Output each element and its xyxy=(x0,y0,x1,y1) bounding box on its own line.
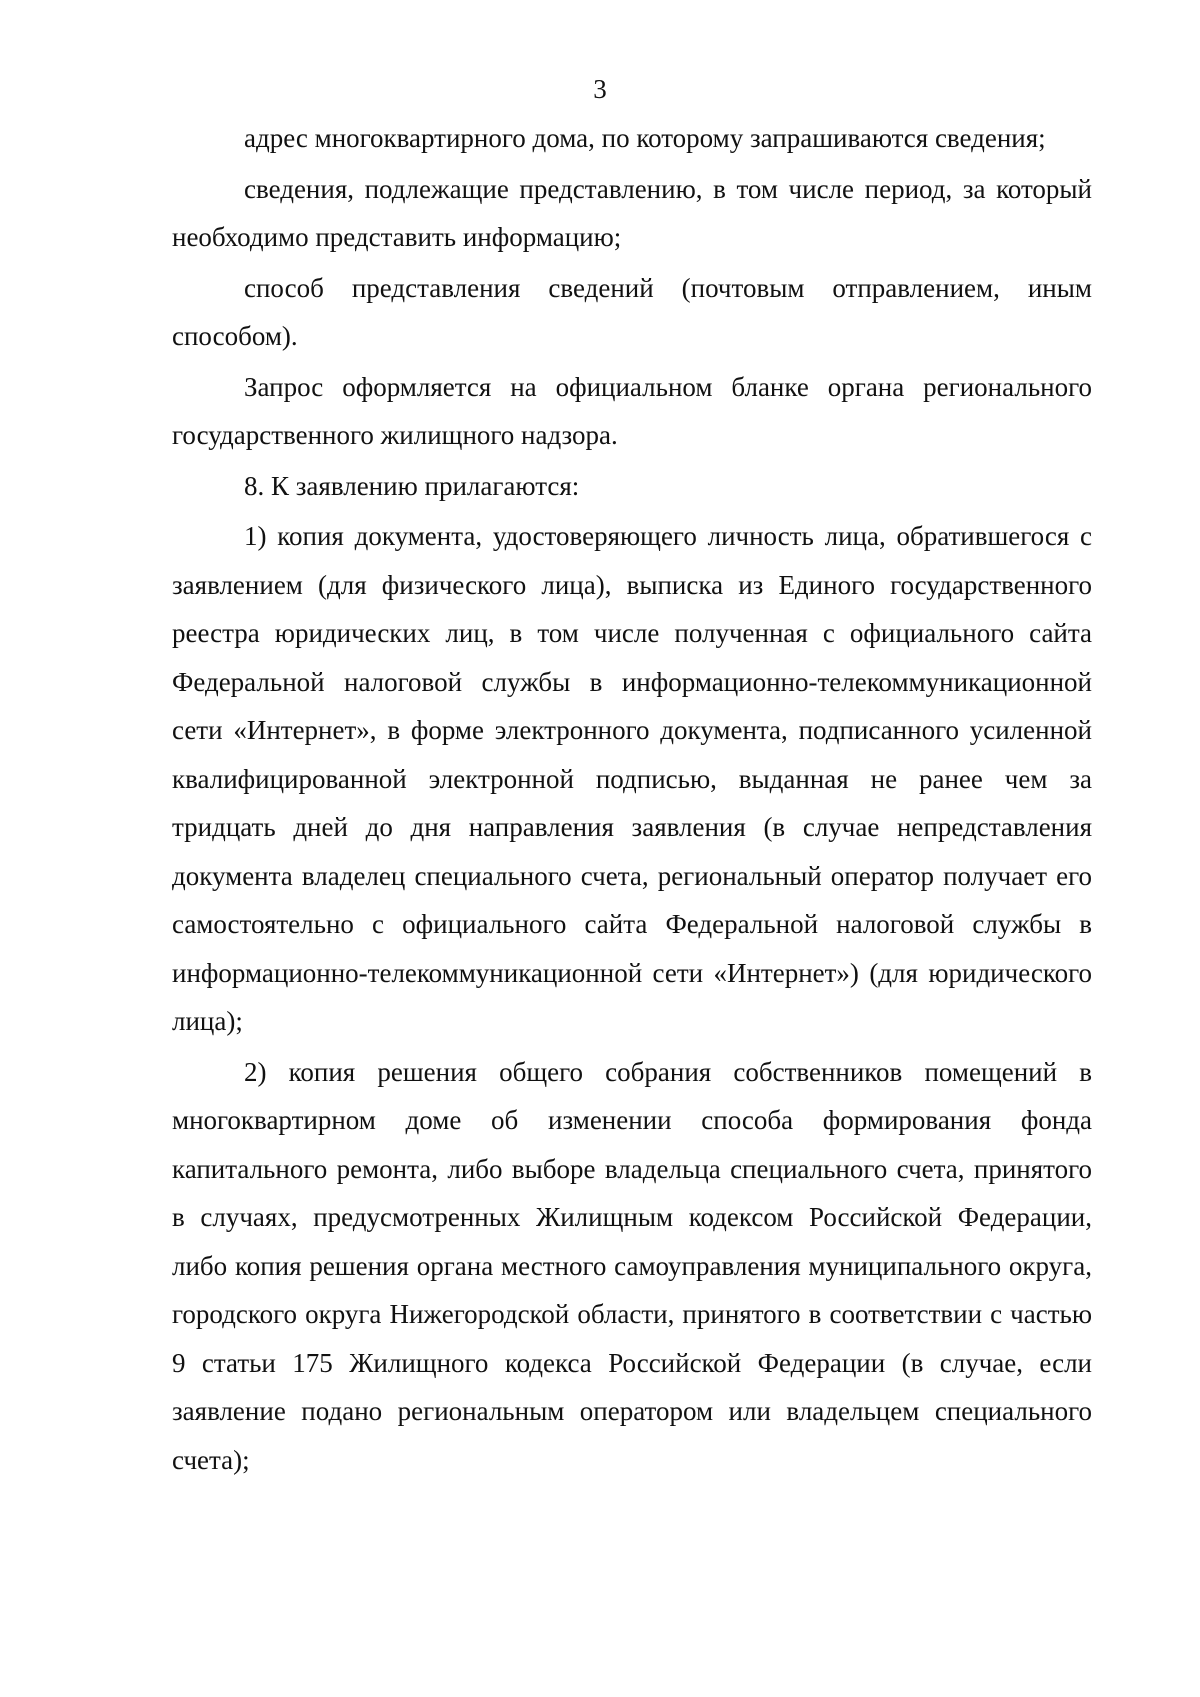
paragraph-request-form: Запрос оформляется на официальном бланке органа регионального государственного жилищного надзора. xyxy=(172,371,1092,450)
paragraph-attachments-heading: 8. К заявлению прилагаются: xyxy=(244,470,580,501)
paragraph-attachment-2: 2) копия решения общего собрания собственников помещений в многоквартирном доме об изменении способа формирования фонда капитального ремонта, либо выборе владельца специального счета, принятого в случаях, предусмотренных Жилищным кодексом Российской Федерации, либо копия решения органа местного самоуправления муниципального округа, городского округа Нижегородской области, принятого в соответствии с частью 9 статьи 175 Жилищного кодекса Российской Федерации (в случае, если заявление подано региональным оператором или владельцем специального счета); xyxy=(172,1056,1092,1475)
paragraph-information: сведения, подлежащие представлению, в том числе период, за который необходимо представить информацию; xyxy=(172,173,1092,252)
page-number: 3 xyxy=(593,74,607,104)
document-body xyxy=(172,114,1092,1486)
paragraph-attachment-1: 1) копия документа, удостоверяющего личность лица, обратившегося с заявлением (для физического лица), выписка из Единого государственного реестра юридических лиц, в том числе полученная с официального сайта Федеральной налоговой службы в информационно-телекоммуникационной сети «Интернет», в форме электронного документа, подписанного усиленной квалифицированной электронной подписью, выданная не ранее чем за тридцать дней до дня направления заявления (в случае непредставления документа владелец специального счета, региональный оператор получает его самостоятельно с официального сайта Федеральной налоговой службы в информационно-телекоммуникационной сети «Интернет») (для юридического лица); xyxy=(172,521,1092,1036)
paragraph-delivery-method: способ представления сведений (почтовым отправлением, иным способом). xyxy=(172,272,1092,351)
paragraph-address: адрес многоквартирного дома, по которому запрашиваются сведения; xyxy=(244,123,1046,153)
